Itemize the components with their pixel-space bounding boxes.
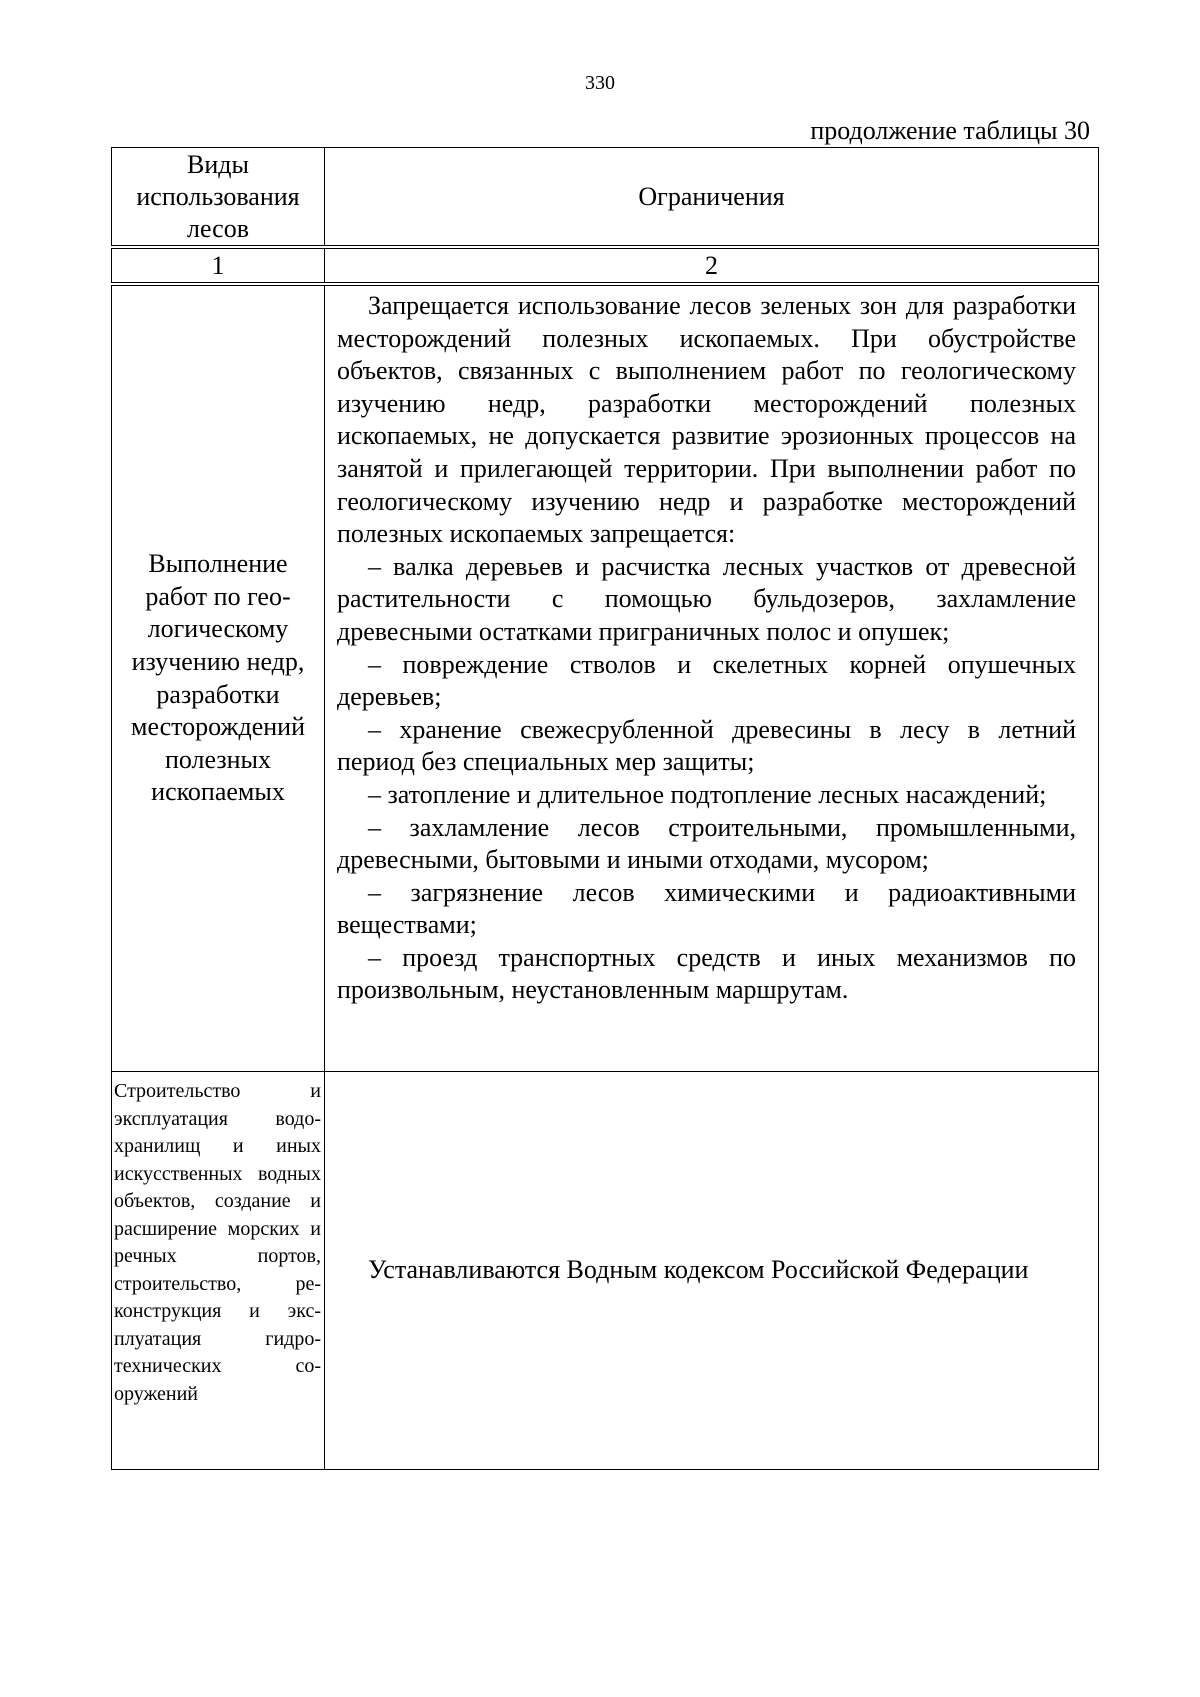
restriction-item: – загрязнение лесов химическими и радиоактивными веществами; — [337, 877, 1076, 940]
table-row — [112, 284, 1099, 1072]
row-use-geology: Выполнение работ по геологическому изучению недр, разработки месторождений полезных ископаемых — [112, 284, 325, 1072]
table-header-row — [112, 148, 1099, 248]
restriction-item: – повреждение стволов и скелетных корней опушечных деревьев; — [337, 649, 1076, 712]
restriction-item: – затопление и длительное подтопление лесных насаждений; — [368, 779, 1047, 809]
header-restrictions: Ограничения — [325, 148, 1099, 248]
restriction-paragraph: Устанавливаются Водным кодексом Российской Федерации — [368, 1255, 1029, 1285]
restriction-item: – проезд транспортных средств и иных механизмов по произвольным, неустановленным маршрутам. — [337, 942, 1076, 1005]
restriction-item: – хранение свежесрубленной древесины в лесу в летний период без специальных мер защиты; — [337, 714, 1076, 777]
table-row — [112, 1072, 1099, 1470]
column-number-row — [112, 247, 1099, 284]
restriction-item: – валка деревьев и расчистка лесных участков от древесной растительности с помощью бульдозеров, захламление древесными остатками приграничных полос и опушек; — [337, 551, 1076, 646]
row-use-water-objects: Строительство и эксплуатация водохранилищ и иных искусственных водных объектов, создание и расширение морских и речных портов, строительство, реконструкция и эксплуатация гидротехнических сооружений — [112, 1072, 325, 1470]
table-continuation-label: продолжение таблицы 30 — [810, 116, 1090, 145]
header-use-types: Виды использования лесов — [112, 148, 325, 248]
column-number-2: 2 — [325, 247, 1099, 284]
restrictions-table — [111, 147, 1099, 1470]
column-number-1: 1 — [112, 247, 325, 284]
row-restrictions-water-objects — [325, 1072, 1099, 1470]
row-restrictions-geology — [325, 284, 1099, 1072]
restriction-item: – захламление лесов строительными, промышленными, древесными, бытовыми и иными отходами, мусором; — [337, 812, 1076, 875]
restriction-paragraph: Запрещается использование лесов зеленых зон для разработки месторождений полезных ископаемых. При обустройстве объектов, связанных с выполнением работ по геологическому изучению недр, разработки месторождений полезных ископаемых, не допускается развитие эрозионных процессов на занятой и прилегающей территории. При выполнении работ по геологическому изучению недр и разработке месторождений полезных ископаемых запрещается: — [337, 291, 1076, 549]
page-number: 330 — [585, 72, 615, 94]
